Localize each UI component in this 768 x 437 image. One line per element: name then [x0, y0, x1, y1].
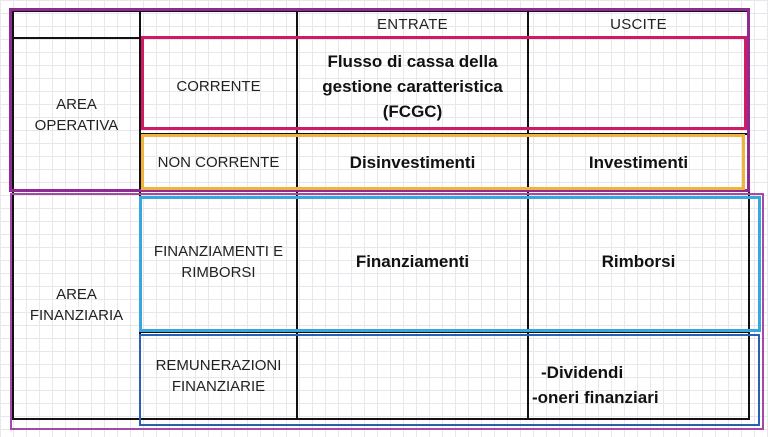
- cell-finanziamenti-entrate: Finanziamenti: [355, 252, 470, 271]
- cell-finanziamenti-uscite: Rimborsi: [601, 252, 676, 271]
- cell-remunerazioni-uscite: [529, 333, 748, 418]
- column-header-uscite: USCITE: [610, 16, 667, 33]
- area-operativa-line-1: AREA: [56, 95, 97, 113]
- fcgc-line-1: Flusso di cassa della: [327, 51, 498, 71]
- fcgc-line-3: (FCGC): [382, 101, 443, 121]
- grid-line: [12, 418, 750, 420]
- row-label-remunerazioni-line-2: FINANZIARIE: [171, 377, 266, 395]
- uscita-dividendi: -Dividendi: [541, 362, 624, 382]
- cell-non-corrente-uscite: Investimenti: [588, 153, 689, 172]
- area-finanziaria-label: [14, 192, 139, 418]
- row-label-finanziamenti-line-2: RIMBORSI: [181, 263, 256, 281]
- row-label-non-corrente: NON CORRENTE: [157, 154, 280, 171]
- area-operativa-line-2: OPERATIVA: [34, 116, 119, 134]
- cell-corrente-uscite: [529, 39, 748, 133]
- row-label-remunerazioni-line-1: REMUNERAZIONI: [155, 356, 282, 374]
- grid-line: [748, 10, 750, 420]
- row-label-finanziamenti: [141, 192, 296, 331]
- cell-remunerazioni-entrate: [298, 333, 527, 418]
- area-finanziaria-line-1: AREA: [56, 286, 97, 303]
- row-label-finanziamenti-line-1: FINANZIAMENTI E: [153, 242, 284, 260]
- area-operativa-label: [14, 39, 139, 190]
- row-label-corrente: CORRENTE: [176, 77, 261, 95]
- area-finanziaria-line-2: FINANZIARIA: [29, 307, 124, 324]
- uscita-oneri-finanziari: -oneri finanziari: [532, 387, 659, 407]
- cell-non-corrente-entrate: Disinvestimenti: [349, 153, 476, 172]
- column-header-entrate: ENTRATE: [377, 16, 448, 33]
- fcgc-line-2: gestione caratteristica: [322, 76, 503, 96]
- cell-corrente-entrate: [298, 39, 527, 133]
- row-label-remunerazioni: [141, 333, 296, 418]
